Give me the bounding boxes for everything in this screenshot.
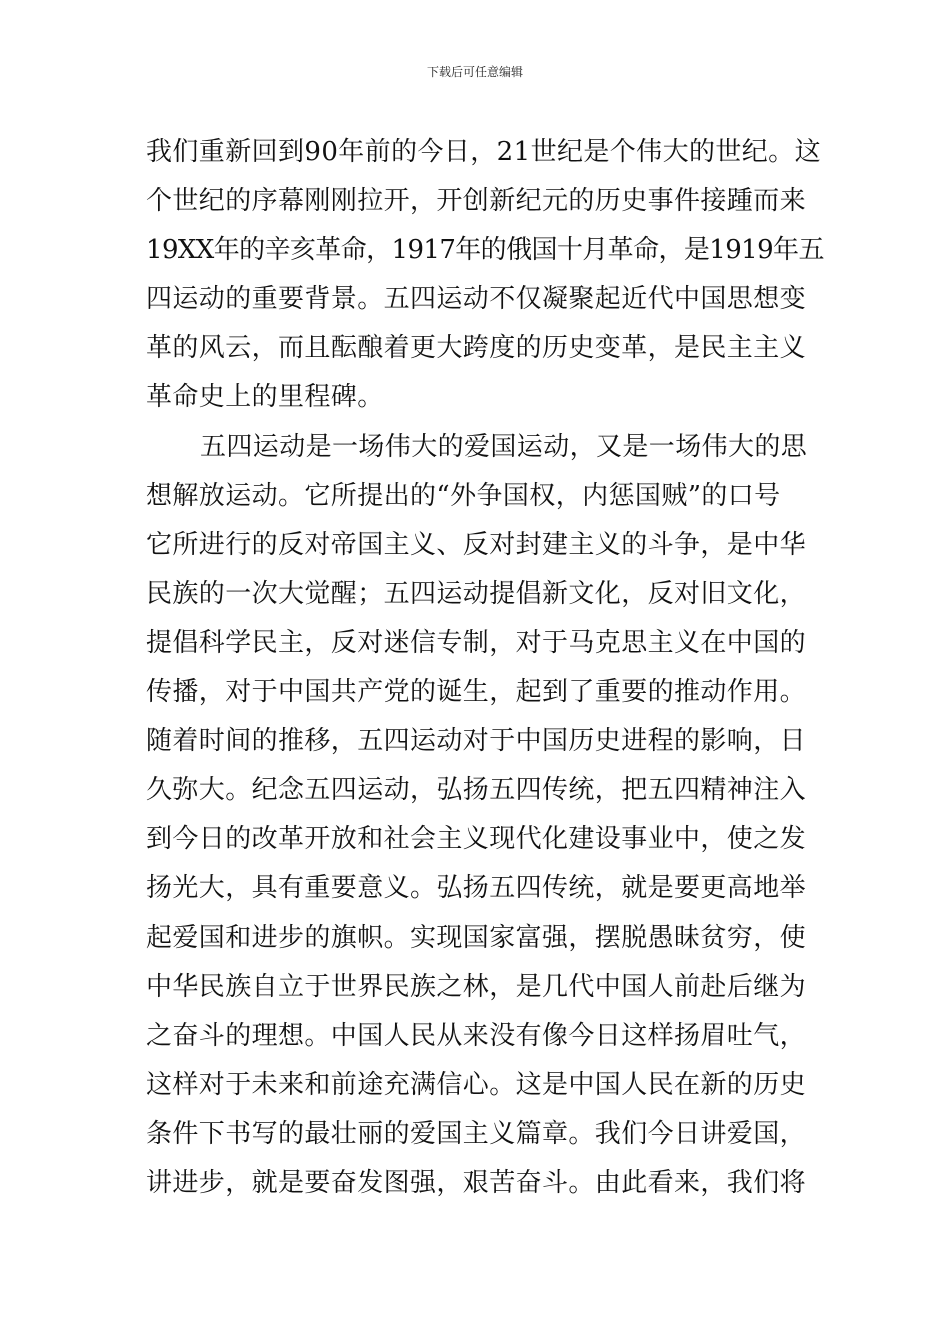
text-line: 中华民族自立于世界民族之林，是几代中国人前赴后继为 — [146, 971, 807, 1002]
text-line: 它所进行的反对帝国主义、反对封建主义的斗争，是中华 — [146, 529, 807, 560]
text-line: 条件下书写的最壮丽的爱国主义篇章。我们今日讲爱国， — [146, 1118, 807, 1149]
text-line: 我们重新回到90年前的今日，21世纪是个伟大的世纪。这 — [146, 137, 821, 167]
text-line: 久弥大。纪念五四运动，弘扬五四传统，把五四精神注入 — [146, 775, 807, 806]
text-line: 四运动的重要背景。五四运动不仅凝聚起近代中国思想变 — [146, 284, 807, 315]
text-line: 革的风云，而且酝酿着更大跨度的历史变革，是民主主义 — [146, 333, 807, 364]
paragraph-2 — [146, 423, 810, 1209]
text-line: 讲进步，就是要奋发图强，艰苦奋斗。由此看来，我们将 — [146, 1167, 807, 1198]
text-line: 之奋斗的理想。中国人民从来没有像今日这样扬眉吐气， — [146, 1020, 807, 1051]
text-line: 想解放运动。它所提出的“外争国权，内惩国贼”的口号 — [146, 480, 781, 511]
page-header: 下载后可任意编辑 — [426, 65, 523, 79]
text-line: 随着时间的推移，五四运动对于中国历史进程的影响，日 — [146, 726, 807, 757]
text-line: 这样对于未来和前途充满信心。这是中国人民在新的历史 — [146, 1069, 807, 1100]
text-line: 起爱国和进步的旗帜。实现国家富强，摆脱愚昧贫穷，使 — [146, 922, 807, 953]
paragraph-1 — [146, 128, 824, 423]
text-line: 个世纪的序幕刚刚拉开，开创新纪元的历史事件接踵而来 — [146, 186, 807, 217]
text-line: 五四运动是一场伟大的爱国运动，又是一场伟大的思 — [200, 431, 808, 462]
text-line: 扬光大，具有重要意义。弘扬五四传统，就是要更高地举 — [146, 873, 807, 904]
text-line: 民族的一次大觉醒；五四运动提倡新文化，反对旧文化， — [146, 578, 807, 609]
text-line: 革命史上的里程碑。 — [146, 382, 384, 413]
document-body — [146, 128, 824, 1208]
text-line: 到今日的改革开放和社会主义现代化建设事业中，使之发 — [146, 824, 807, 855]
text-line: 传播，对于中国共产党的诞生，起到了重要的推动作用。 — [146, 677, 807, 708]
text-line: 19XX年的辛亥革命，1917年的俄国十月革命，是1919年五 — [146, 235, 824, 266]
text-line: 提倡科学民主，反对迷信专制，对于马克思主义在中国的 — [146, 627, 807, 658]
